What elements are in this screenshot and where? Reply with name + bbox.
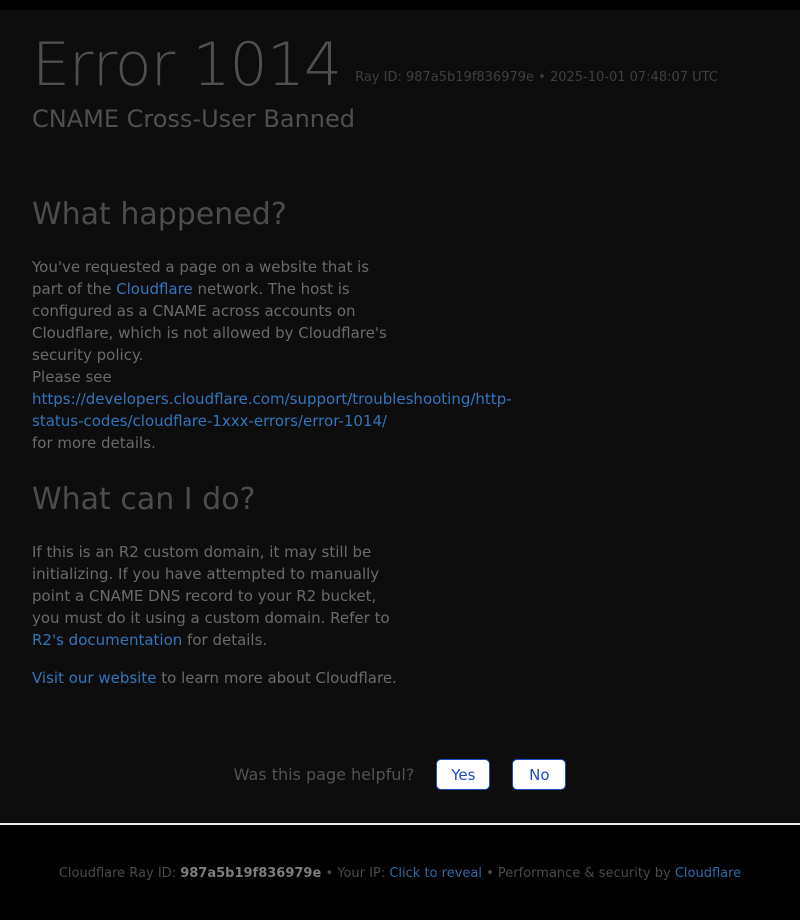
please-see-text: Please see [32,368,112,386]
error-page-main [0,10,800,823]
helpful-yes-button[interactable]: Yes [436,759,490,790]
what-can-i-do-text-2: for details. [182,631,268,649]
error-subtitle: CNAME Cross-User Banned [32,105,356,133]
footer-ray-value: 987a5b19f836979e [180,866,322,881]
ray-id-timestamp: Ray ID: 987a5b19f836979e • 2025-10-01 07:48:07 UTC [355,70,718,85]
what-happened-text-1: You've requested a page on a website that is part of the [32,258,370,298]
footer-ip-label: Your IP: [337,866,386,881]
r2-documentation-link[interactable]: R2's documentation [32,631,183,649]
visit-website-text: to learn more about Cloudflare. [156,669,397,687]
cloudflare-inline-link[interactable]: Cloudflare [116,280,193,298]
what-happened-text-2: network. The host is configured as a CNAME across accounts on Cloudflare, which is not allowed by Cloudflare's security policy. [32,280,387,364]
what-can-i-do-heading: What can I do? [32,482,256,517]
page-helpful-row [32,759,768,790]
what-happened-heading: What happened? [32,197,287,232]
what-can-i-do-text-1: If this is an R2 custom domain, it may still be initializing. If you have attempted to manually point a CNAME DNS record to your R2 bucket, you must do it using a custom domain. Refer to [32,543,390,627]
what-can-i-do-paragraph [32,541,392,651]
footer [0,823,800,920]
helpful-no-button[interactable]: No [512,759,566,790]
footer-cloudflare-link[interactable]: Cloudflare [674,866,742,881]
footer-separator-2: • [486,866,494,881]
footer-separator-1: • [325,866,334,881]
error-header [32,30,768,100]
footer-ray-label: Cloudflare Ray ID: [58,866,177,881]
error-1014-docs-link[interactable]: https://developers.cloudflare.com/support/troubleshooting/http-status-codes/cloudflare-1xxx-errors/error-1014/ [32,390,512,430]
visit-website-paragraph [32,667,452,689]
page-helpful-question: Was this page helpful? [233,765,415,784]
top-band [0,0,800,10]
what-happened-paragraph [32,256,512,454]
visit-our-website-link[interactable]: Visit our website [32,669,157,687]
error-title: Error 1014 [32,30,342,100]
click-to-reveal-link[interactable]: Click to reveal [389,866,482,881]
for-more-details-text: for more details. [32,434,156,452]
footer-perf-label: Performance & security by [497,866,671,881]
